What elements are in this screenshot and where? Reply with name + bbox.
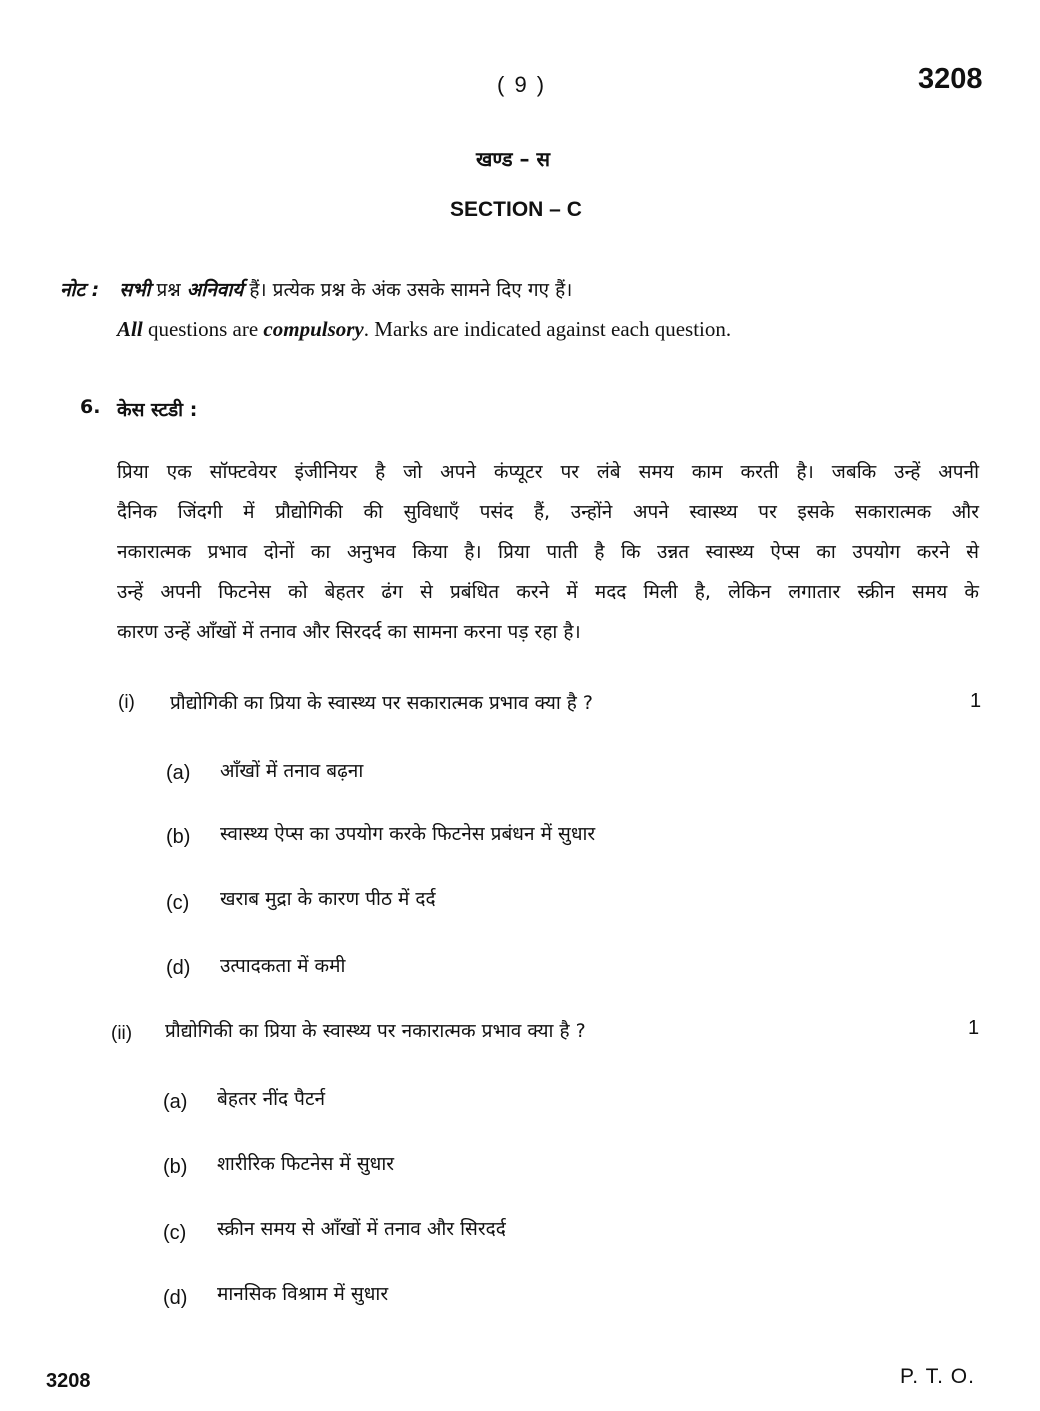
note-english-rest: . Marks are indicated against each question. [363, 317, 732, 341]
note-label: नोट : [60, 279, 100, 301]
paragraph-line: उन्हें अपनी फिटनेस को बेहतर ढंग से प्रबंधित करने में मदद मिली है, लेकिन लगातार स्क्रीन समय के [117, 581, 979, 603]
subquestion-1-marks: 1 [970, 690, 982, 712]
subquestion-2-option-c-text: स्क्रीन समय से आँखों में तनाव और सिरदर्द [217, 1218, 506, 1240]
subquestion-1-option-d-label: (d) [166, 957, 191, 979]
subquestion-1-option-c-label: (c) [166, 892, 190, 914]
subquestion-2-option-c-label: (c) [163, 1222, 187, 1244]
note-hindi [60, 276, 572, 302]
page-number: ( 9 ) [497, 72, 547, 97]
subquestion-1-label: (i) [118, 692, 135, 713]
note-hindi-question: प्रश्न [156, 279, 181, 301]
subquestion-2-marks: 1 [968, 1017, 980, 1039]
paragraph-line: नकारात्मक प्रभाव दोनों का अनुभव किया है। प्रिया पाती है कि उन्नत स्वास्थ्य ऐप्स का उपयोग करने से [117, 541, 979, 563]
note-hindi-rest: हैं। प्रत्येक प्रश्न के अंक उसके सामने दिए गए हैं। [249, 279, 573, 301]
please-turn-over: P. T. O. [900, 1365, 975, 1388]
subquestion-2-label: (ii) [111, 1023, 133, 1044]
question-number: 6. [80, 396, 101, 418]
paragraph-line: कारण उन्हें आँखों में तनाव और सिरदर्द का सामना करना पड़ रहा है। [117, 621, 581, 643]
subquestion-1-option-a-label: (a) [166, 762, 191, 784]
note-english [117, 317, 731, 342]
subquestion-2-option-a-label: (a) [163, 1091, 188, 1113]
subquestion-1-option-d-text: उत्पादकता में कमी [220, 955, 346, 977]
subquestion-2-option-d-text: मानसिक विश्राम में सुधार [217, 1283, 389, 1305]
note-english-compulsory: compulsory [263, 317, 364, 341]
note-hindi-compulsory: अनिवार्य [186, 279, 244, 301]
subquestion-1-text: प्रौद्योगिकी का प्रिया के स्वास्थ्य पर सकारात्मक प्रभाव क्या है ? [170, 692, 594, 714]
subquestion-2-option-b-label: (b) [163, 1156, 188, 1178]
case-study-paragraph [117, 452, 979, 652]
note-hindi-all: सभी [119, 279, 151, 301]
section-title-hindi: खण्ड – स [476, 147, 551, 171]
note-english-mid: questions are [142, 317, 264, 341]
subquestion-2-option-b-text: शारीरिक फिटनेस में सुधार [217, 1153, 395, 1175]
subquestion-1-option-a-text: आँखों में तनाव बढ़ना [220, 760, 364, 782]
question-heading: केस स्टडी : [117, 399, 198, 421]
subquestion-2-option-d-label: (d) [163, 1287, 188, 1309]
section-title-english: SECTION – C [450, 198, 582, 221]
paragraph-line: प्रिया एक सॉफ्टवेयर इंजीनियर है जो अपने कंप्यूटर पर लंबे समय काम करती है। जबकि उन्हें अपनी [117, 461, 979, 483]
subquestion-1-option-c-text: खराब मुद्रा के कारण पीठ में दर्द [220, 888, 436, 910]
subquestion-2-option-a-text: बेहतर नींद पैटर्न [217, 1088, 326, 1110]
subquestion-2-text: प्रौद्योगिकी का प्रिया के स्वास्थ्य पर नकारात्मक प्रभाव क्या है ? [165, 1020, 586, 1042]
subquestion-1-option-b-text: स्वास्थ्य ऐप्स का उपयोग करके फिटनेस प्रबंधन में सुधार [220, 823, 596, 845]
subquestion-1-option-b-label: (b) [166, 826, 191, 848]
note-english-all: All [117, 317, 143, 341]
paper-code-footer: 3208 [46, 1370, 91, 1392]
paragraph-line: दैनिक जिंदगी में प्रौद्योगिकी की सुविधाएँ पसंद हैं, उन्होंने अपने स्वास्थ्य पर इसके सकारात्मक और [117, 501, 979, 523]
paper-code-header: 3208 [918, 63, 983, 95]
